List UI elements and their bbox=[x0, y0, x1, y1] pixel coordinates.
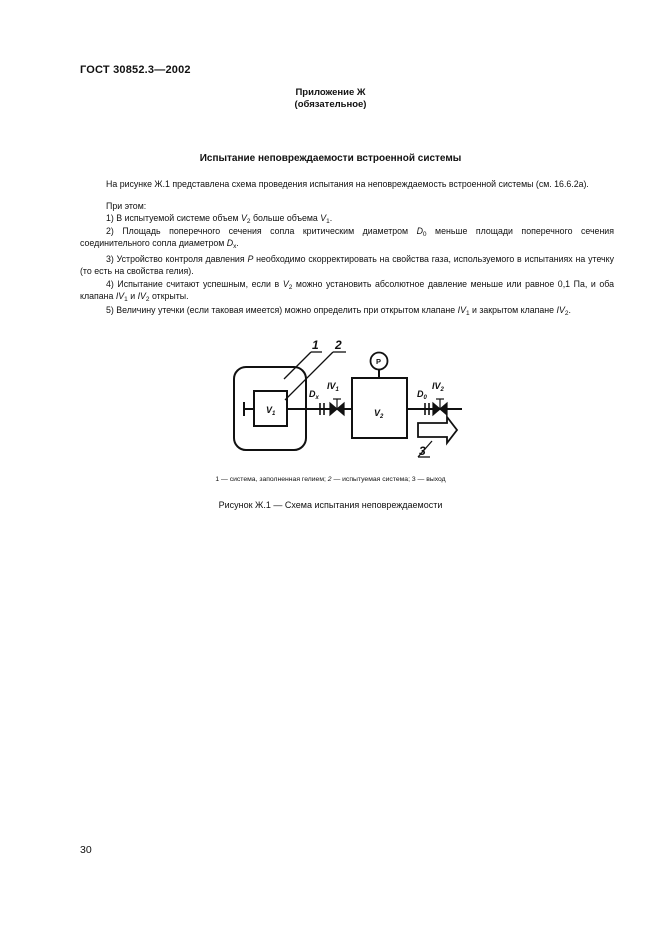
figure-caption: Рисунок Ж.1 — Схема испытания неповреждаемости bbox=[218, 500, 443, 510]
paragraph-item-4: 4) Испытание считают успешным, если в $V_2$ можно установить абсолютное давление меньше или равное 0,1 Па, и оба клапана $IV_1$ и $IV_2$ открыты. bbox=[80, 279, 614, 303]
page-number: 30 bbox=[80, 844, 92, 856]
gauge-label: P bbox=[376, 357, 382, 366]
paragraph-item-3: 3) Устройство контроля давления P необходимо скорректировать на свойства газа, используемого в испытаниях на утечку (то есть на свойства гелия). bbox=[80, 254, 614, 276]
callout-1-leader bbox=[284, 352, 311, 379]
valve-iv2-left bbox=[433, 403, 440, 415]
paragraph-intro: На рисунке Ж.1 представлена схема проведения испытания на неповреждаемость встроенной системы (см. 16.6.2а). bbox=[106, 179, 589, 189]
callout-3-label: 3 bbox=[419, 444, 426, 458]
valve-iv1-right bbox=[337, 403, 344, 415]
iv1-label: $IV_1$ bbox=[327, 381, 339, 393]
paragraph-item-2: 2) Площадь поперечного сечения сопла критическим диаметром $D_0$ меньше площади поперечного сечения соединительного сопла диаметром $D_x$. bbox=[80, 226, 614, 250]
d0-label: $D_0$ bbox=[417, 389, 427, 401]
v1-label: $V_1$ bbox=[266, 405, 276, 417]
valve-iv2-right bbox=[440, 403, 447, 415]
callout-1-label: 1 bbox=[312, 338, 319, 352]
annex-title: Приложение Ж bbox=[295, 87, 366, 98]
callout-2-label: 2 bbox=[335, 338, 342, 352]
paragraph-item-1: 1) В испытуемой системе объем $V_2$ больше объема $V_1$. bbox=[106, 213, 333, 225]
standard-header: ГОСТ 30852.3—2002 bbox=[80, 64, 191, 76]
outlet-arrow bbox=[418, 417, 457, 443]
iv2-label: $IV_2$ bbox=[432, 381, 444, 393]
paragraph-at-that: При этом: bbox=[106, 201, 147, 211]
valve-iv1-left bbox=[330, 403, 337, 415]
dx-label: $D_x$ bbox=[309, 389, 319, 401]
annex-status: (обязательное) bbox=[294, 99, 367, 110]
v2-label: $V_2$ bbox=[374, 408, 384, 420]
figure-legend: 1 — система, заполненная гелием; 2 — испытуемая система; 3 — выход bbox=[215, 476, 446, 483]
section-title: Испытание неповреждаемости встроенной системы bbox=[199, 153, 462, 164]
paragraph-item-5: 5) Величину утечки (если таковая имеется) можно определить при открытом клапане $IV_1$ и закрытом клапане $IV_2$. bbox=[106, 305, 571, 317]
